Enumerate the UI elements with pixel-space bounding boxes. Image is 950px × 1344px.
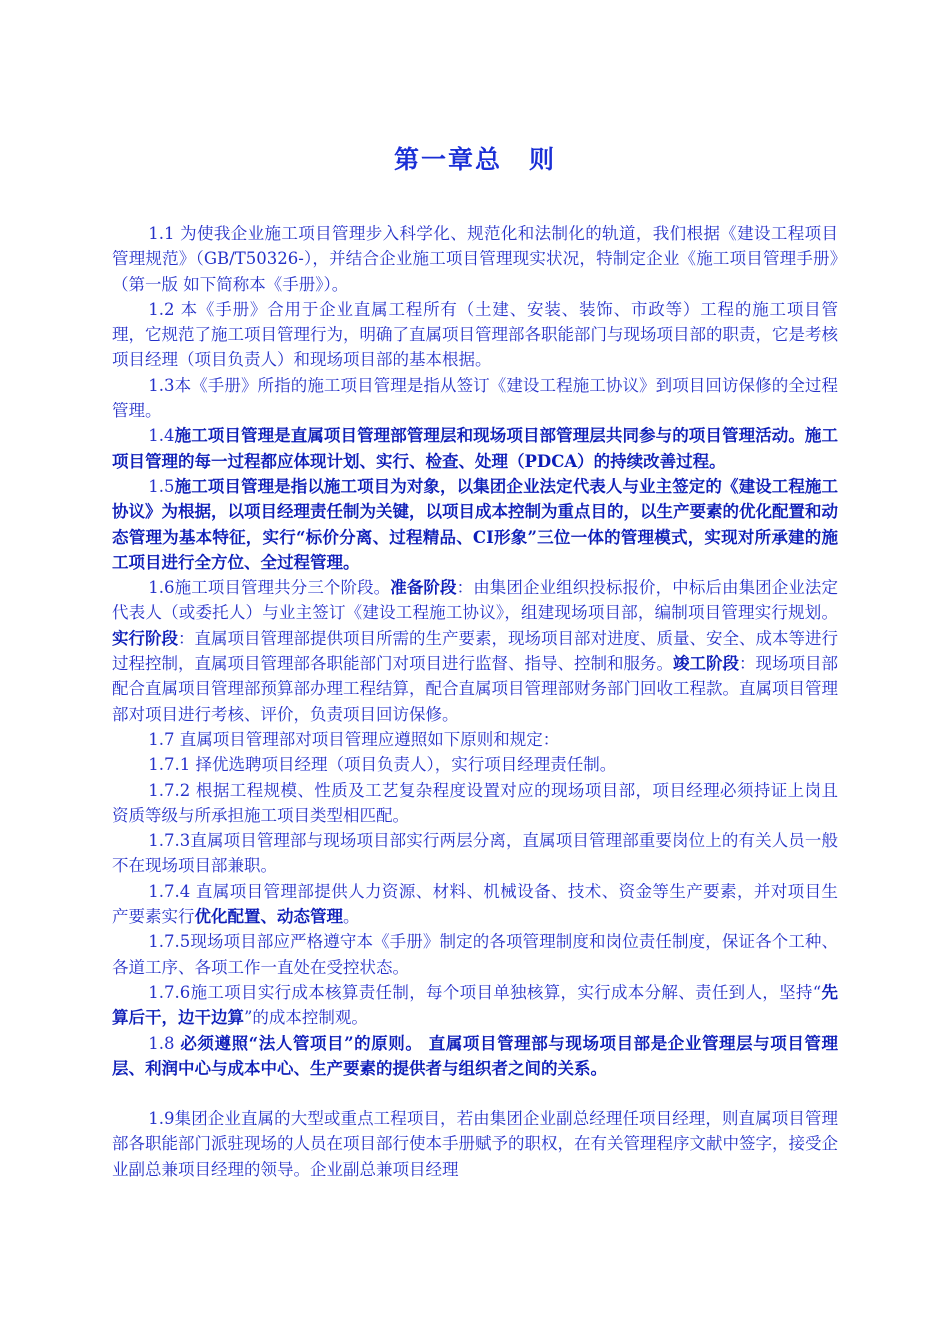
paragraph [112, 727, 838, 752]
paragraph [112, 929, 838, 980]
text-run: ：由集团企业组织投标报价，中标后由集团企业法定代表人（或委托人）与业主签订《建设工程施工协议》，组建现场项目部，编制项目管理实行规划。 [112, 578, 839, 623]
bold-text-run: 优化配置、动态管理 [194, 907, 343, 927]
text-run: 1.7.6施工项目实行成本核算责任制，每个项目单独核算，实行成本分解、责任到人，坚持“ [148, 982, 822, 1002]
text-run: 1.9集团企业直属的大型或重点工程项目，若由集团企业副总经理任项目经理，则直属项目管理部各职能部门派驻现场的人员在项目部行使本手册赋予的职权，在有关管理程序文献中签字，接受企业副总兼项目经理的领导。企业副总兼项目经理 [112, 1109, 838, 1179]
paragraph [112, 778, 838, 829]
text-run: 1.7.3直属项目管理部与现场项目部实行两层分离，直属项目管理部重要岗位上的有关人员一般不在现场项目部兼职。 [112, 831, 838, 876]
paragraph [112, 879, 838, 930]
text-run: 1.5 [148, 476, 175, 496]
paragraph [112, 221, 838, 297]
text-run: 1.8 [148, 1033, 181, 1053]
document-body [112, 221, 838, 1182]
text-run: 1.1 为使我企业施工项目管理步入科学化、规范化和法制化的轨道，我们根据《建设工程项目管理规范》（GB/T50326-），并结合企业施工项目管理现实状况，特制定企业《施工项目管理手册》（第一版 如下简称本《手册》）。 [112, 224, 838, 294]
bold-text-run: 准备阶段 [390, 578, 457, 598]
text-run: 1.7 直属项目管理部对项目管理应遵照如下原则和规定： [148, 729, 560, 749]
bold-text-run: 竣工阶段 [673, 654, 739, 674]
bold-text-run: 先算后干，边干边算 [112, 982, 839, 1028]
paragraph [112, 423, 838, 474]
bold-text-run: 施工项目管理是指以施工项目为对象，以集团企业法定代表人与业主签定的《建设工程施工协议》为根据，以项目经理责任制为关键，以项目成本控制为重点目的，以生产要素的优化配置和动态管理为基本特征，实行“标价分离、过程精品、CI形象”三位一体的管理模式，实现对所承建的施工项目进行全方位、全过程管理。 [112, 476, 838, 572]
text-run: 1.3本《手册》所指的施工项目管理是指从签订《建设工程施工协议》到项目回访保修的全过程管理。 [112, 375, 838, 421]
text-run: 1.6施工项目管理共分三个阶段。 [148, 578, 391, 598]
paragraph [112, 474, 838, 575]
text-run: 1.7.2 根据工程规模、性质及工艺复杂程度设置对应的现场项目部，项目经理必须持证上岗且资质等级与所承担施工项目类型相匹配。 [112, 780, 838, 825]
text-run: 1.4 [148, 426, 175, 446]
text-run: 1.7.1 择优选聘项目经理（项目负责人），实行项目经理责任制。 [148, 755, 617, 775]
paragraph [112, 1031, 838, 1082]
text-run: 1.2 本《手册》合用于企业直属工程所有（土建、安装、装饰、市政等）工程的施工项目管理，它规范了施工项目管理行为，明确了直属项目管理部各职能部门与现场项目部的职责，它是考核项目经理（项目负责人）和现场项目部的基本根据。 [112, 299, 838, 370]
text-run: ：直属项目管理部提供项目所需的生产要素，现场项目部对进度、质量、安全、成本等进行过程控制，直属项目管理部各职能部门对项目进行监督、指导、控制和服务。 [112, 628, 838, 674]
text-run: ”的成本控制观。 [244, 1008, 368, 1028]
text-run: 1.7.5现场项目部应严格遵守本《手册》制定的各项管理制度和岗位责任制度，保证各个工种、各道工序、各项工作一直处在受控状态。 [112, 932, 838, 977]
paragraph [112, 1106, 838, 1182]
bold-text-run: 实行阶段 [112, 628, 178, 648]
chapter-title: 第一章总 则 [393, 145, 556, 174]
bold-text-run: 必须遵照“法人管项目”的原则。 直属项目管理部与现场项目部是企业管理层与项目管理层、利润中心与成本中心、生产要素的提供者与组织者之间的关系。 [112, 1033, 838, 1078]
paragraph [112, 828, 838, 879]
text-run: 1.7.4 直属项目管理部提供人力资源、材料、机械设备、技术、资金等生产要素，并对项目生产要素实行 [112, 881, 838, 927]
paragraph [112, 297, 838, 373]
text-run: ：现场项目部配合直属项目管理部预算部办理工程结算，配合直属项目管理部财务部门回收工程款。直属项目管理部对项目进行考核、评价，负责项目回访保修。 [112, 654, 838, 724]
paragraph [112, 373, 838, 424]
paragraph [112, 752, 838, 777]
bold-text-run: 施工项目管理是直属项目管理部管理层和现场项目部管理层共同参与的项目管理活动。施工项目管理的每一过程都应体现计划、实行、检查、处理（PDCA）的持续改善过程。 [112, 426, 838, 471]
paragraph [112, 980, 838, 1031]
paragraph-gap [112, 1081, 838, 1106]
text-run: 。 [343, 907, 360, 927]
paragraph [112, 575, 838, 727]
